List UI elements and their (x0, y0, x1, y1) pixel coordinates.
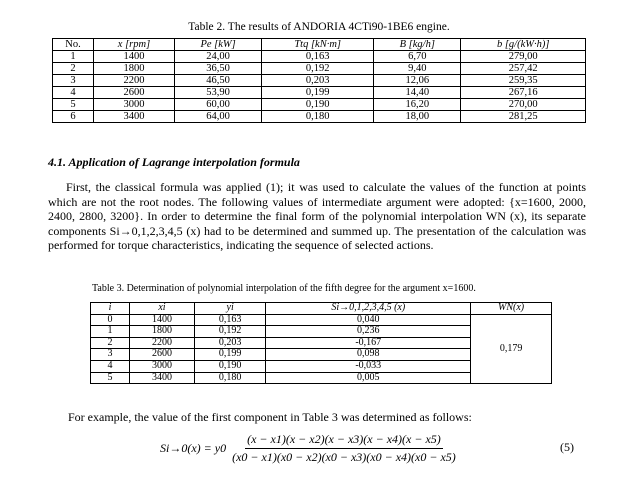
table-cell: 3000 (94, 99, 175, 111)
table-cell: 267,16 (461, 87, 586, 99)
table-cell: 0 (91, 314, 130, 326)
table-cell: 24,00 (174, 51, 261, 63)
table-row (53, 51, 586, 63)
table-cell: 1 (91, 326, 130, 338)
table-cell: 2 (91, 337, 130, 349)
table-cell: 0,192 (194, 326, 265, 338)
table-cell: 60,00 (174, 99, 261, 111)
section-paragraph: First, the classical formula was applied (1); it was used to calculate the values of the function at points which are not the root nodes. The following values of intermediate argument were adopted: {x=1600, 2000, 2400, 2800, 3200}. In order to determine the final form of the polynomial interpolation WN (x), its separate components Si→0,1,2,3,4,5 (x) had to be determined and summed up. The presentation of the calculation was performed for torque characteristics, indicating the sequence of selected actions. (48, 180, 586, 252)
table-cell: -0,167 (266, 337, 471, 349)
section-heading: 4.1. Application of Lagrange interpolation formula (48, 155, 300, 169)
table-cell: 3 (53, 75, 94, 87)
table-cell: 0,040 (266, 314, 471, 326)
wn-value-cell: 0,179 (471, 314, 552, 384)
table2-caption: Table 2. The results of ANDORIA 4CTi90-1BE6 engine. (188, 21, 450, 33)
table-cell: 0,163 (194, 314, 265, 326)
lagrange-formula (160, 432, 458, 465)
table3-header-xi: xi (130, 303, 195, 315)
table-cell: 16,20 (374, 99, 461, 111)
table-cell: 6,70 (374, 51, 461, 63)
table-cell: 2600 (130, 349, 195, 361)
table-cell: 3000 (130, 360, 195, 372)
table-cell: 9,40 (374, 63, 461, 75)
table-cell: 46,50 (174, 75, 261, 87)
table-cell: 0,098 (266, 349, 471, 361)
table-cell: 2200 (130, 337, 195, 349)
table-cell: 1800 (130, 326, 195, 338)
table-cell: 53,90 (174, 87, 261, 99)
table-cell: 0,180 (194, 372, 265, 384)
table-cell: 0,199 (262, 87, 374, 99)
table-cell: 64,00 (174, 111, 261, 123)
table-cell: 2600 (94, 87, 175, 99)
table-cell: 0,203 (194, 337, 265, 349)
table-cell: 18,00 (374, 111, 461, 123)
table2-header-no: No. (53, 39, 94, 51)
example-text: For example, the value of the first component in Table 3 was determined as follows: (68, 410, 472, 424)
table2-header-pe: Pe [kW] (174, 39, 261, 51)
table-cell: 1 (53, 51, 94, 63)
table-row (53, 63, 586, 75)
table-row (53, 87, 586, 99)
table-cell: 2200 (94, 75, 175, 87)
table3-caption: Table 3. Determination of polynomial interpolation of the fifth degree for the argument x=1600. (92, 283, 476, 294)
table-cell: 0,190 (194, 360, 265, 372)
table-row (91, 314, 552, 326)
table-cell: 14,40 (374, 87, 461, 99)
table-cell: 3400 (130, 372, 195, 384)
table2-header-ttq: Ttq [kN·m] (262, 39, 374, 51)
table2-header-x: x [rpm] (94, 39, 175, 51)
table-cell: 3400 (94, 111, 175, 123)
formula-fraction (230, 432, 458, 465)
table-cell: 259,35 (461, 75, 586, 87)
table2-header-bspec: b [g/(kW·h)] (461, 39, 586, 51)
table-cell: 1400 (130, 314, 195, 326)
table-cell: 1400 (94, 51, 175, 63)
table-cell: 12,06 (374, 75, 461, 87)
table-cell: 6 (53, 111, 94, 123)
table-cell: 0,192 (262, 63, 374, 75)
table3-header-row (91, 303, 552, 315)
table3-header-si: Si→0,1,2,3,4,5 (x) (266, 303, 471, 315)
table-cell: 0,005 (266, 372, 471, 384)
table-cell: 0,180 (262, 111, 374, 123)
table3-header-wn: WN(x) (471, 303, 552, 315)
table-cell: 257,42 (461, 63, 586, 75)
equation-number: (5) (560, 440, 574, 454)
table3 (90, 302, 552, 384)
table-row (53, 75, 586, 87)
table3-header-yi: yi (194, 303, 265, 315)
table-cell: 1800 (94, 63, 175, 75)
table-cell: 0,163 (262, 51, 374, 63)
table-cell: -0,033 (266, 360, 471, 372)
table-cell: 0,190 (262, 99, 374, 111)
formula-numerator: (x − x1)(x − x2)(x − x3)(x − x4)(x − x5) (245, 432, 443, 449)
table-row (53, 99, 586, 111)
table-cell: 5 (91, 372, 130, 384)
table2-header-row (53, 39, 586, 51)
table-cell: 279,00 (461, 51, 586, 63)
table-row (53, 111, 586, 123)
table-cell: 3 (91, 349, 130, 361)
table-cell: 0,199 (194, 349, 265, 361)
formula-lhs: Si→0(x) = y0 (160, 441, 227, 455)
table-cell: 5 (53, 99, 94, 111)
table-cell: 0,236 (266, 326, 471, 338)
formula-denominator: (x0 − x1)(x0 − x2)(x0 − x3)(x0 − x4)(x0 − x5) (232, 450, 456, 464)
table-cell: 270,00 (461, 99, 586, 111)
table-cell: 36,50 (174, 63, 261, 75)
table2 (52, 38, 586, 123)
table-cell: 2 (53, 63, 94, 75)
table-cell: 4 (91, 360, 130, 372)
table-cell: 281,25 (461, 111, 586, 123)
table3-header-i: i (91, 303, 130, 315)
table-cell: 4 (53, 87, 94, 99)
table2-header-b: B [kg/h] (374, 39, 461, 51)
table-cell: 0,203 (262, 75, 374, 87)
